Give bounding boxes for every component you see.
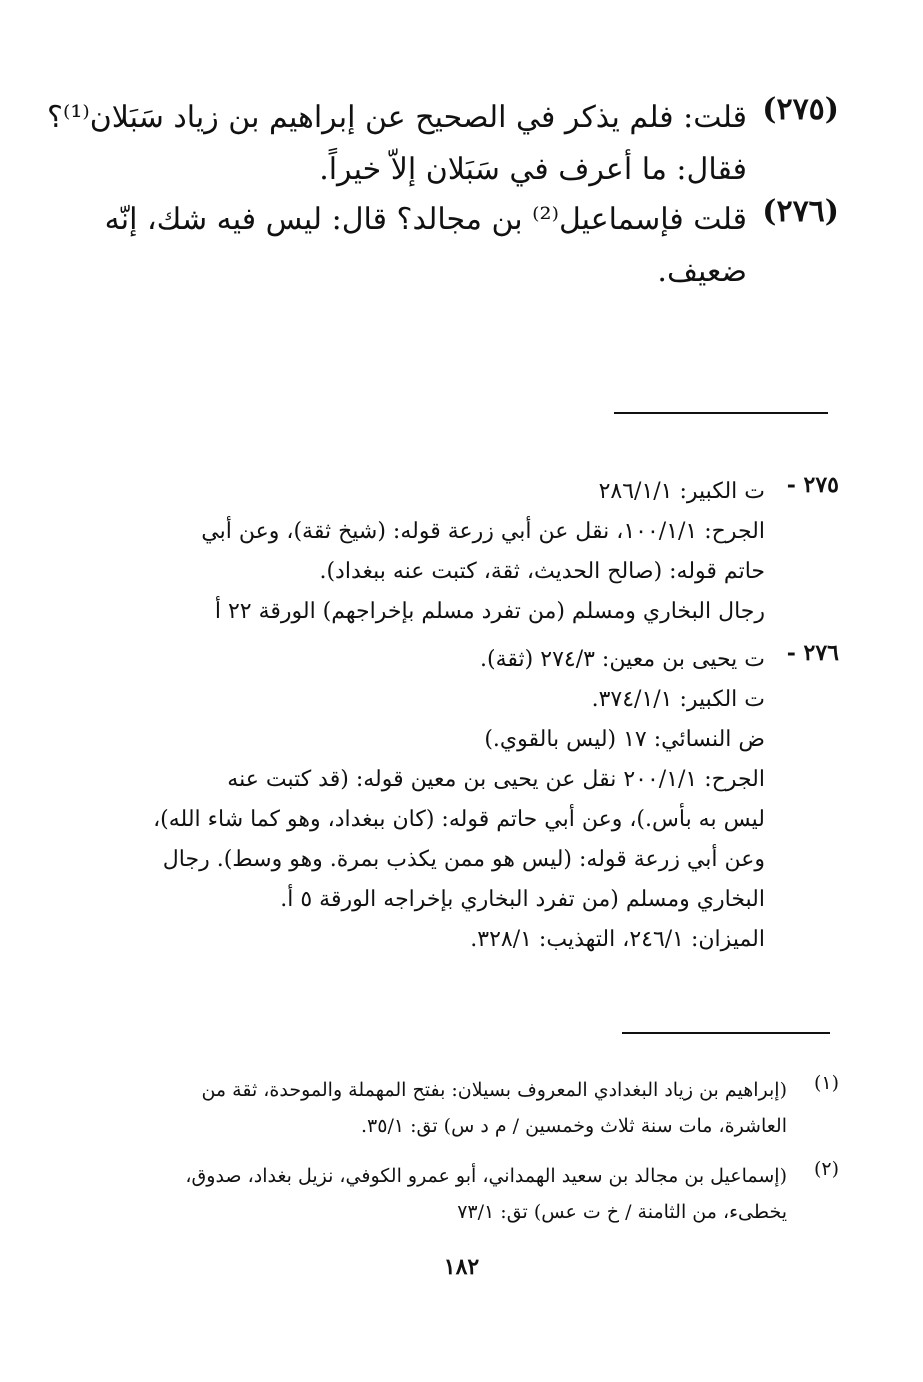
footnote-rule xyxy=(622,1032,830,1034)
note-text xyxy=(119,472,765,632)
entry-line: قلت: فلم يذكر في الصحيح عن إبراهيم بن زياد سَبَلان⁽¹⁾؟ xyxy=(47,100,747,135)
footnote-line: يخطىء، من الثامنة / خ ت عس) تق: ٧٣/١ xyxy=(457,1201,787,1223)
note-line: وعن أبي زرعة قوله: (ليس هو ممن يكذب بمرة. وهو وسط). رجال xyxy=(162,847,765,872)
entry-text xyxy=(47,92,747,196)
footnote-line: (إسماعيل بن مجالد بن سعيد الهمداني، أبو عمرو الكوفي، نزيل بغداد، صدوق، xyxy=(185,1165,787,1187)
note-line: الجرح: ١٠٠/١/١، نقل عن أبي زرعة قوله: (شيخ ثقة)، وعن أبي xyxy=(201,519,765,544)
footnote-number: (٢) xyxy=(813,1158,839,1180)
footnote-text xyxy=(119,1072,787,1144)
note-line: الميزان: ٢٤٦/١، التهذيب: ٣٢٨/١. xyxy=(470,927,765,952)
note-line: حاتم قوله: (صالح الحديث، ثقة، كتبت عنه ببغداد). xyxy=(319,559,765,584)
note-line: ت يحيى بن معين: ٢٧٤/٣ (ثقة). xyxy=(480,647,765,672)
note-number: ٢٧٦ - xyxy=(786,640,839,666)
footnote-text xyxy=(119,1158,787,1230)
entry-276 xyxy=(104,194,839,298)
footnote-line: العاشرة، مات سنة ثلاث وخمسين / م د س) تق: ٣٥/١. xyxy=(360,1115,787,1137)
note-number: ٢٧٥ - xyxy=(786,472,839,498)
footnote-2 xyxy=(119,1158,839,1230)
separator-rule xyxy=(614,412,828,414)
entry-line: فقال: ما أعرف في سَبَلان إلاّ خيراً. xyxy=(319,152,747,187)
entry-line: ضعيف. xyxy=(657,254,747,289)
entry-275 xyxy=(47,92,839,196)
entry-number: (٢٧٥) xyxy=(762,92,839,127)
footnote-number: (١) xyxy=(813,1072,839,1094)
footnote-1 xyxy=(119,1072,839,1144)
footnote-line: (إبراهيم بن زياد البغدادي المعروف بسيلان: بفتح المهملة والموحدة، ثقة من xyxy=(201,1079,787,1101)
note-line: ت الكبير: ٢٨٦/١/١ xyxy=(598,479,765,504)
entry-number: (٢٧٦) xyxy=(762,194,839,229)
note-line: البخاري ومسلم (من تفرد البخاري بإخراجه الورقة ٥ أ. xyxy=(280,887,765,912)
note-276 xyxy=(119,640,839,960)
note-line: رجال البخاري ومسلم (من تفرد مسلم بإخراجهم) الورقة ٢٢ أ xyxy=(214,599,765,624)
entry-line: قلت فإسماعيل⁽²⁾ بن مجالد؟ قال: ليس فيه شك، إنّه xyxy=(104,202,747,237)
note-line: ت الكبير: ٣٧٤/١/١. xyxy=(591,687,765,712)
note-text xyxy=(119,640,765,960)
page-number: ١٨٢ xyxy=(443,1254,480,1280)
entry-text xyxy=(104,194,747,298)
note-275 xyxy=(119,472,839,632)
note-line: الجرح: ٢٠٠/١/١ نقل عن يحيى بن معين قوله: (قد كتبت عنه xyxy=(227,767,765,792)
note-line: ليس به بأس.)، وعن أبي حاتم قوله: (كان ببغداد، وهو كما شاء الله)، xyxy=(153,807,765,832)
note-line: ض النسائي: ١٧ (ليس بالقوي.) xyxy=(484,727,765,752)
